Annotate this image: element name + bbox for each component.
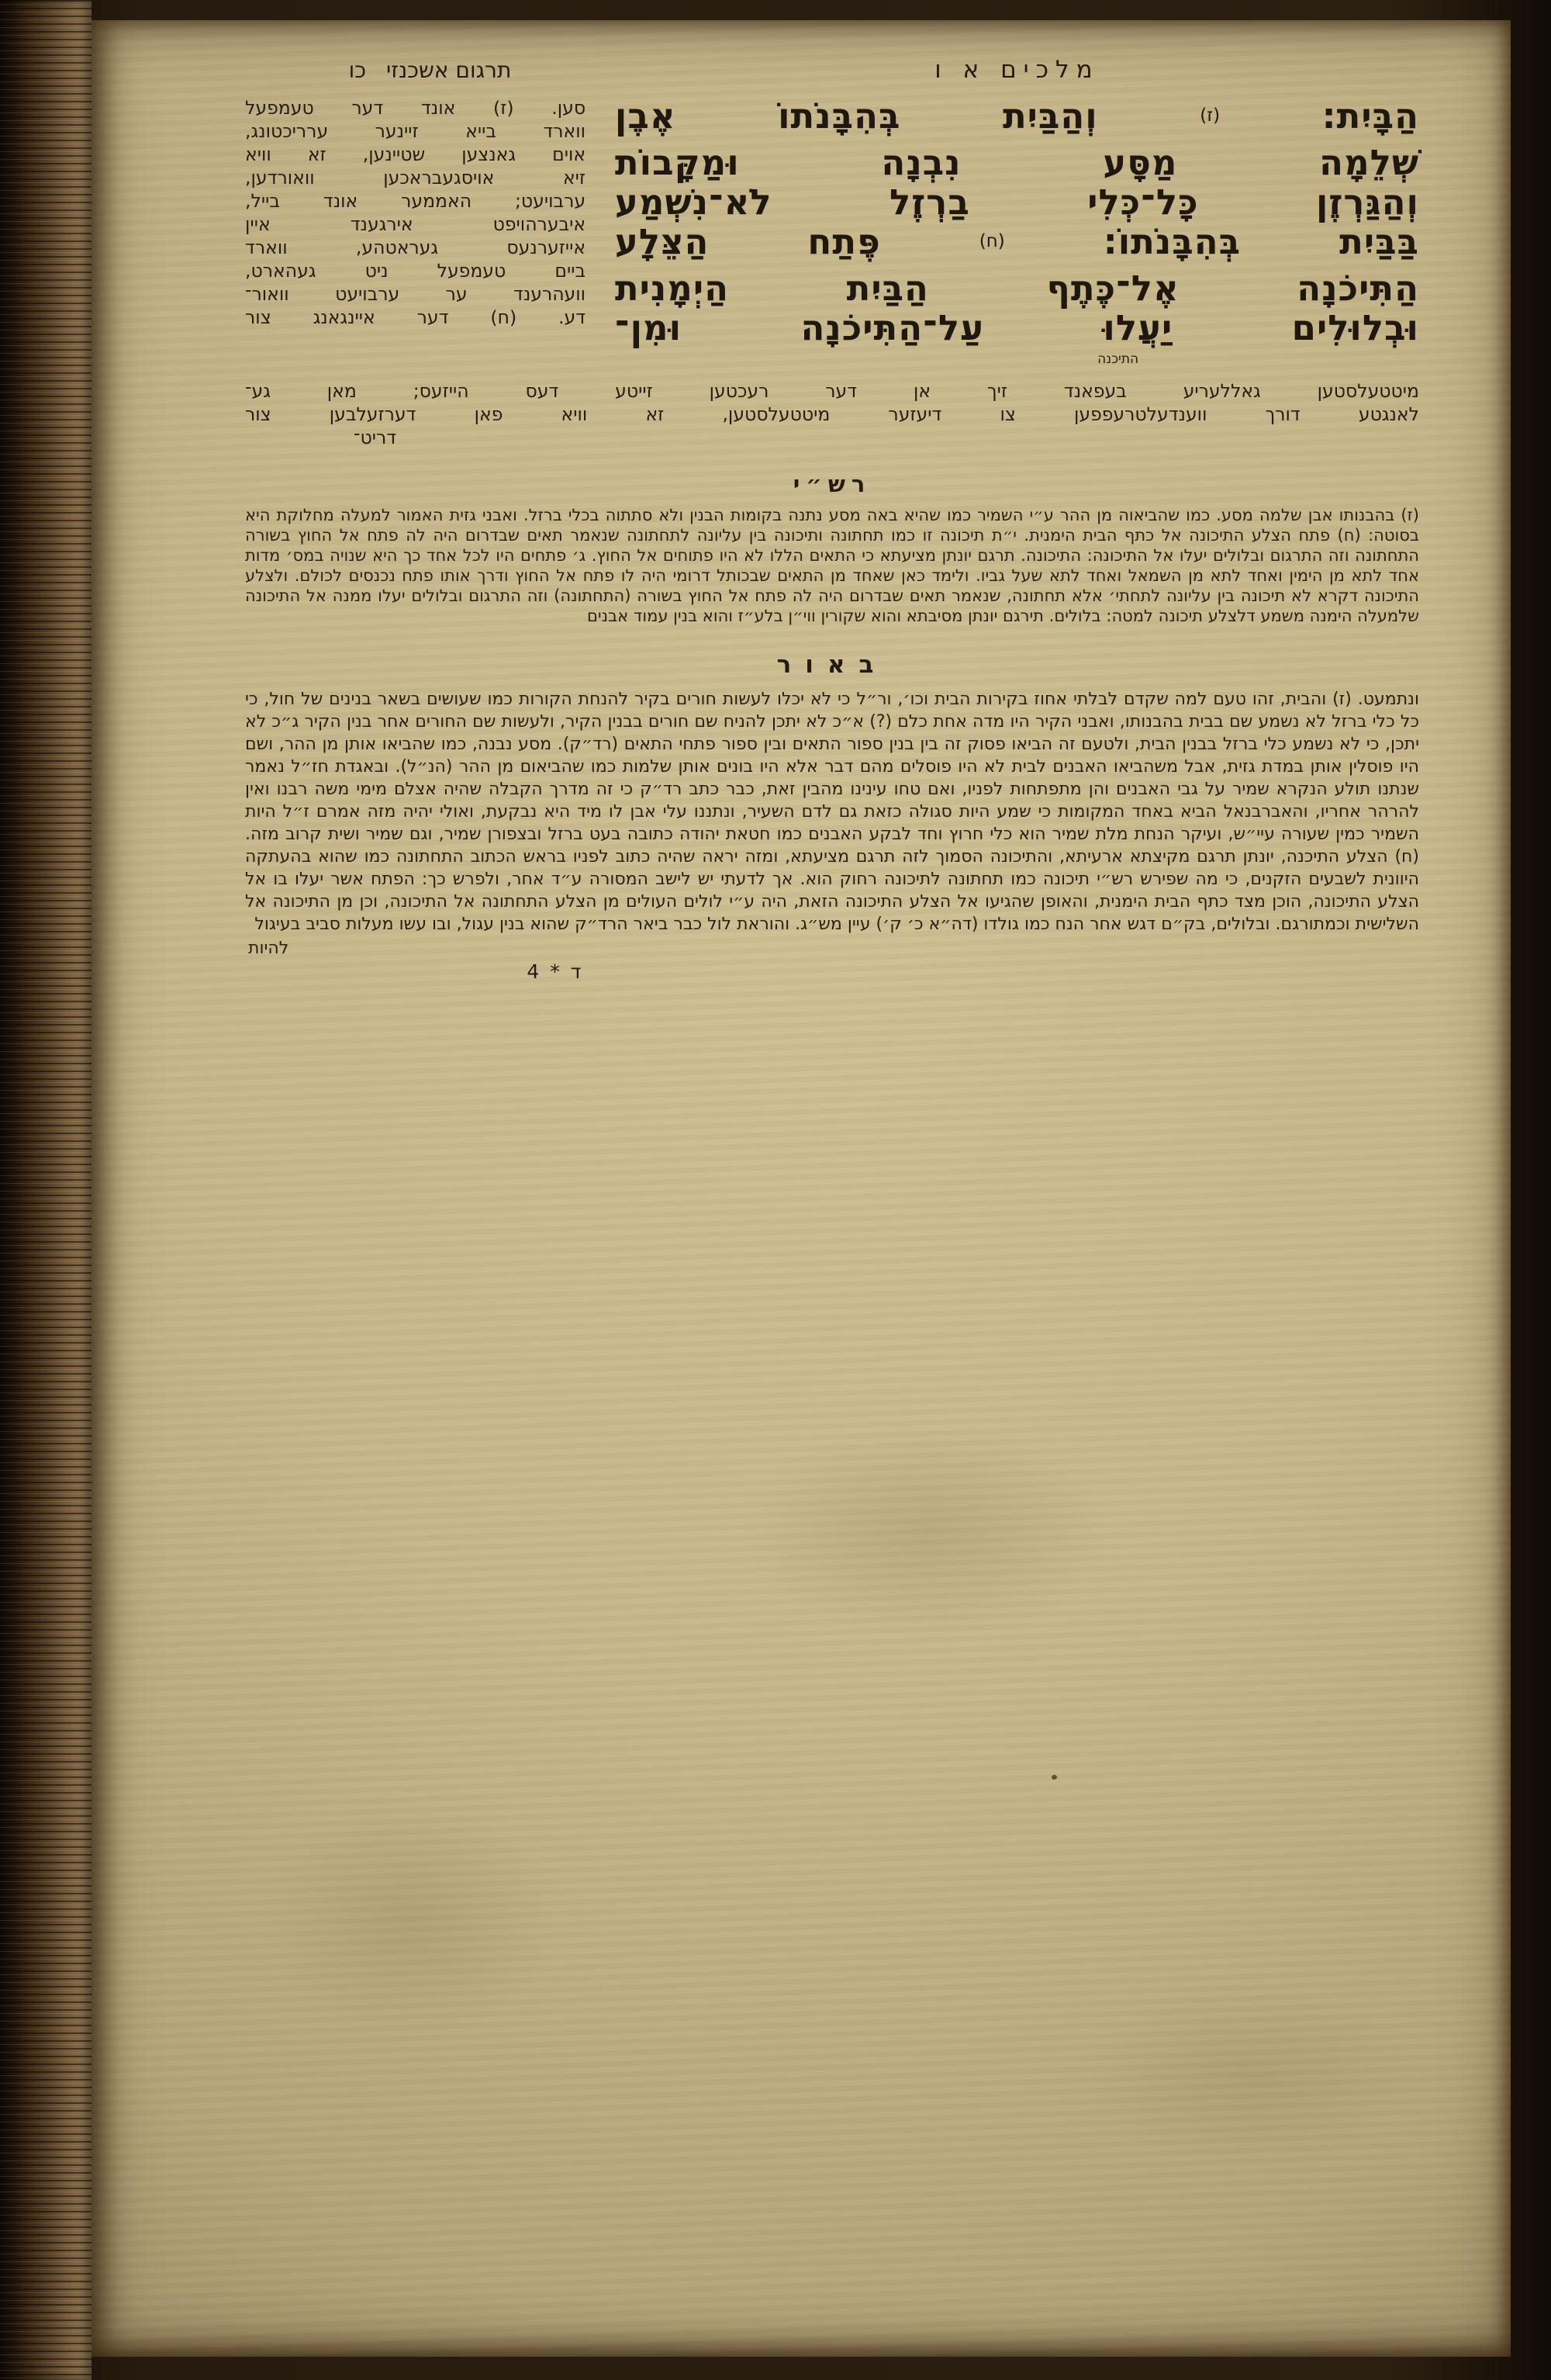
book-page: [92, 20, 1511, 2357]
catchword: להיות: [248, 939, 289, 958]
bible-text-line: וְהַגַּרְזֶן כָּל־כְּלִי בַרְזֶל לֹא־נִשְׁמַע: [614, 182, 1419, 223]
page-header: [245, 56, 1419, 84]
verse-marker: (ח): [979, 231, 1005, 251]
translation-line: ווארד בייא זיינער ערריכטונג,: [245, 120, 586, 142]
biur-section-title: באור: [776, 651, 888, 679]
verse-marker: (ז): [1200, 106, 1221, 126]
translation-column: [245, 96, 586, 329]
rashi-section-title: רש״י: [793, 471, 872, 497]
paper-speck: [1052, 1775, 1057, 1780]
folio-number: כו: [348, 57, 366, 83]
bible-text-line: וּבְלוּלִים יַעֲלוּ עַל־הַתִּיכֹנָה וּמִן־: [614, 307, 1419, 348]
bible-text-column: [615, 96, 1419, 367]
translation-line: ביים טעמפעל ניט געהארט,: [245, 260, 586, 282]
book-page-edges: [0, 0, 92, 2380]
translation-line: דע. (ח) דער איינגאנג צור: [245, 306, 586, 328]
translation-continuation: [245, 379, 1419, 449]
biur-commentary: ונתמעט. (ז) והבית, זהו טעם למה שקדם לבלתי אחוז בקירות הבית וכו׳, ור״ל כי לא יכלו לעשות חורים בקיר להנחת הקורות כמו שעושים בשאר בנינים של חול, כי כל כלי ברזל לא נשמע שם בבית בהבנותו, ואבני הקיר היו מדה אחת כלם (?) א״כ לא יתכן להניח שם חורים בבנין הקיר, ולעשות שם החורים אחר בנין הקיר ג״כ לא יתכן, כי לא נשמע כלי ברזל בבנין הבית, ולטעם זה הביאו פסוק זה בין בנין ספור התאים ובין ספור פתחי התאים (רד״ק). מסע נבנה, כמו שהביאו אותן מן ההר, ושם היו פוסלין אותן במדת גזית, אבל משהביאו האבנים לבית לא היו פוסלים מהם דבר אלא היו בונים אותן שלמות כמו שהביאום מן ההר (הנ״ל). ובאגדת חז״ל נאמר שנתנו תולע הנקרא שמיר על גבי האבנים והן מתפתחות לפניו, ואם טחו עינינו מהבין זאת, כבר כתב רד״ק כי זה מדרך הקבלה שהיה אצלם מימי משה רבנו ואין להרהר אחריו, והאברבנאל הביא באחד המקומות כי שמע היות סגולה כזאת גם לדם השעיר, ונתננו עלי אבן לו מיד היא נבקעת, ואולי יהיה מזה אמרם ז״ל היות השמיר כמין שעורה עיי״ש, ועיקר הנחת מלת שמיר הוא כלי חרוץ וחד לבקע האבנים כמו חטאת יהודה כתובה בעט ברזל ובצפורן שמיר, וגם שמיר ושית קרוב מזה. (ח) הצלע התיכנה, יונתן תרגם מקיצתא ארעיתא, והתיכונה הסמוך לזה תרגם מציעתא, ומזה יראה שהיה כתוב לפניו בראש הכתוב התחתונה כמו שהוא בהעתקה היוונית לשבעים הזקנים, כי מה שפירש רש״י תיכונה כמו תחתונה לתיכונה רחוק הוא. אך לדעתי יש לישב המסורה ע״ד אחר, ולפרש כך: הפתח אשר יעלו בו אל הצלע התיכונה, הוכן מצד כתף הבית הימנית, והאופן שהגיעו אל הצלע התיכונה הזאת, היה ע״י לולים העולים מן הצלע התחתונה אל התיכונה, וכן מן התיכונה אל השלישית וכמתורגם. ובלולים, בק״ם דגש אחר הנח כמו גולדו (דה״א כ׳ ק׳) עיין מש״ג. והוראת לול כבר ביאר הרד״ק שהוא בנין עגול, ובו עשו מעלות סביב בעיגול: [245, 690, 1419, 934]
translation-column-title: תרגום אשכנזי: [386, 57, 512, 83]
paper-stain: [1085, 1983, 1411, 2169]
signature-mark: ד * 4: [527, 960, 584, 983]
translation-line: איבערהויפט אירגענד איין: [245, 213, 586, 235]
bible-text-line: הַבָּיִת: $^{(ז)}$ וְהַבַּיִת בְּהִבָּנֹתוֹ אֶבֶן: [614, 95, 1419, 137]
qere-ketiv-note: התיכנה: [1097, 351, 1139, 367]
paper-stain: [262, 1796, 557, 2044]
header-left-group: [245, 57, 615, 83]
translation-line: אוים גאנצען שטיינען, זא וויא: [245, 144, 586, 165]
translation-line: סען. (ז) אונד דער טעמפעל: [245, 97, 586, 119]
bible-text-line: שְׁלֵמָה מַסָּע נִבְנָה וּמַקָּבוֹת: [614, 142, 1419, 183]
translation-line: וועהרענד ער ערבויעט וואור־: [245, 283, 586, 305]
book-title: מלכים א ו: [934, 56, 1100, 84]
bible-text-lines: [615, 96, 1419, 348]
translation-continuation-line: מיטטעלסטען גאללעריע בעפאנד זיך אן דער רעכטען זייטע דעס הייזעס; מאן גע־: [245, 380, 1419, 402]
rashi-commentary: (ז) בהבנותו אבן שלמה מסע. כמו שהביאוה מן ההר ע״י השמיר כמו שהיא באה מסע נתנה בקומות הבנין ולא סתתוה בכלי ברזל. ואבני גזית האמור למעלה מחלוקת היא בסוטה: (ח) פתח הצלע התיכונה אל כתף הבית הימנית. י״ת תיכונה זו כמו תחתונה ותיכונה בין עליונה לתחתונה שנאמר תאים שבדרום היה לה פתח אל החוץ בשורה התחתונה וזה התרגום ובלולים יעלו אל התיכונה: התיכונה. תרגם יונתן מציעתא כי התאים הללו לא היו פתוחים אל החוץ. ג׳ פתחים היו לכל אחד כך היא שנויה במס׳ מדות אחד לתא מן הימין ואחד לתא מן השמאל ואחד לתא שעל גביו. ולימד כאן שאחד מן התאים שבכותל דרומי היה לו פתח אל החוץ ודרך אותו פתח נכנסים לכולם. ולצלע התיכונה דקרא לא תיכונה בין עליונה לתחתי׳ אלא תחתונה, שנאמר תאים שבדרום היה לה פתח אל החוץ בשורה (התחתונה) וזה התרגום ובלולים יעלו ממנה אל התיכונה שלמעלה הימנה משמע דלצלע תיכונה למטה: בלולים. תירגם יונתן מסיבתא והוא שקורין ווי״ן בלע״ז והוא בנין עמוד אבנים: [245, 506, 1419, 625]
translation-line: ערבויעט; האממער אונד בייל,: [245, 190, 586, 212]
translation-line: זיא אויסגעבראכען וואורדען,: [245, 167, 586, 189]
translation-continuation-line: לאנגטע דורך ווענדעלטרעפפען צו דיעזער מיטטעלסטען, זא וויא פאן דערזעלבען צור: [245, 403, 1419, 425]
bible-text-line: הַתִּיכֹנָה אֶל־כֶּתֶף הַבַּיִת הַיְמָנִית: [614, 268, 1419, 309]
bible-text-line: בַּבַּיִת בְּהִבָּנֹתוֹ: $^{(ח)}$ פֶּתַח הַצֵּלָע: [614, 221, 1419, 262]
upper-columns: [245, 96, 1419, 367]
page-content: [245, 56, 1419, 993]
page-footer: [245, 939, 1419, 993]
translation-continuation-line: דריט־: [354, 427, 397, 448]
paper-stain: [744, 1422, 1109, 1639]
translation-line: אייזערנעס געראטהע, ווארד: [245, 237, 586, 258]
